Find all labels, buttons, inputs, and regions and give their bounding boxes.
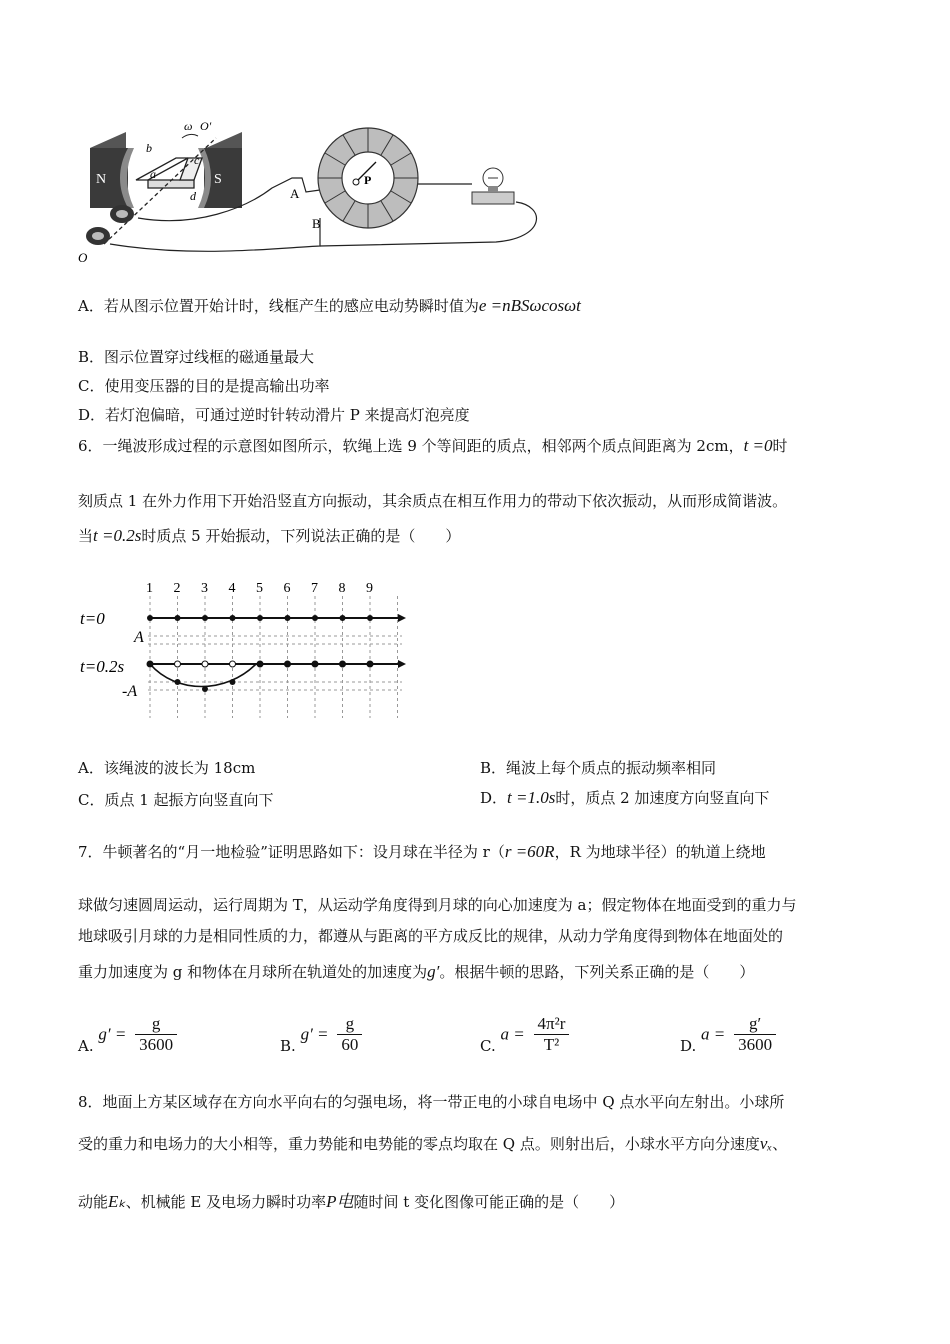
- q6-option-d: D．t =1.0s时，质点 2 加速度方向竖直向下: [480, 788, 770, 807]
- particle-dot: [175, 661, 181, 667]
- svg-text:N: N: [96, 172, 107, 187]
- particle-dot: [340, 615, 346, 621]
- particle-dot: [202, 615, 208, 621]
- q5-option-d: D．若灯泡偏暗，可通过逆时针转动滑片 P 来提高灯泡亮度: [78, 406, 470, 424]
- q6-option-a: A．该绳波的波长为 18cm: [78, 759, 256, 777]
- svg-text:b: b: [146, 141, 152, 155]
- point-label: 6: [283, 581, 291, 596]
- particle-dot: [340, 661, 346, 667]
- svg-text:O′: O′: [200, 119, 212, 133]
- particle-dot: [202, 661, 208, 667]
- lamp: [472, 168, 514, 204]
- particle-dot: [312, 661, 318, 667]
- q5-option-a: A．若从图示位置开始计时，线框产生的感应电动势瞬时值为e =nBSωcosωt: [78, 296, 581, 315]
- q7-stem-line2: 球做匀速圆周运动，运行周期为 T，从运动学角度得到月球的向心加速度为 a；假定物体在地面受到的重力与: [78, 896, 797, 914]
- q6-option-c: C．质点 1 起振方向竖直向下: [78, 791, 274, 809]
- q6-stem-line3: 当t =0.2s时质点 5 开始振动，下列说法正确的是（ ）: [78, 526, 461, 545]
- svg-text:A: A: [134, 629, 144, 646]
- svg-text:S: S: [214, 172, 222, 187]
- q7-stem-line4: 重力加速度为 g 和物体在月球所在轨道处的加速度为g′。根据牛顿的思路，下列关系正确的是（ ）: [78, 962, 755, 981]
- svg-text:A: A: [290, 186, 300, 201]
- svg-text:-A: -A: [122, 683, 138, 700]
- rope-wave-figure: [76, 576, 412, 722]
- svg-text:t=0.2s: t=0.2s: [80, 657, 125, 676]
- point-label: 3: [201, 581, 208, 596]
- particle-dot: [202, 686, 208, 692]
- q7-option-a: A. g′ = $\frac{g}{3600}$: [78, 1014, 177, 1055]
- q7-option-c: C. a = $\frac{\text{4π²r}}{\text{T²}}$: [480, 1014, 569, 1055]
- point-label: 8: [338, 581, 346, 596]
- particle-dot: [312, 615, 318, 621]
- point-label: 4: [228, 581, 236, 596]
- particle-dot: [230, 679, 236, 685]
- particle-dot: [175, 679, 181, 685]
- q7-option-b: B. g′ = $\frac{g}{60}$: [280, 1014, 362, 1055]
- point-label: 2: [173, 581, 181, 596]
- svg-text:c: c: [194, 153, 200, 167]
- particle-dot: [175, 615, 181, 621]
- q7-stem-line1: 7．牛顿著名的“月一地检验”证明思路如下：设月球在半径为 r（r =60R，R 为地球半径）的轨道上绕地: [78, 842, 766, 861]
- magnet-s: [198, 132, 242, 208]
- q8-stem-line3: 动能Eₖ、机械能 E 及电场力瞬时功率P电随时间 t 变化图像可能正确的是（ ）: [78, 1192, 625, 1211]
- particle-dot: [230, 661, 236, 667]
- q7-stem-line3: 地球吸引月球的力是相同性质的力，都遵从与距离的平方成反比的规律，从动力学角度得到物体在地面处的: [78, 927, 784, 945]
- q6-stem-line2: 刻质点 1 在外力作用下开始沿竖直方向振动，其余质点在相互作用力的带动下依次振动，从而形成简谐波。: [78, 492, 788, 510]
- q6-stem-line1: 6．一绳波形成过程的示意图如图所示，软绳上选 9 个等间距的质点，相邻两个质点间距离为 2cm，t =0时: [78, 436, 788, 455]
- q7-option-d: D. a = $\frac{g'}{3600}$: [680, 1014, 776, 1055]
- q5-option-c: C．使用变压器的目的是提高输出功率: [78, 377, 330, 395]
- svg-text:a: a: [150, 167, 156, 181]
- particle-dot: [367, 615, 373, 621]
- svg-text:d: d: [190, 189, 196, 203]
- svg-text:ω: ω: [184, 119, 193, 133]
- svg-text:B: B: [312, 216, 321, 231]
- particle-dot: [285, 615, 291, 621]
- point-label: 9: [366, 581, 373, 596]
- particle-dot: [147, 661, 153, 667]
- particle-dot: [257, 661, 263, 667]
- particle-dot: [257, 615, 263, 621]
- svg-text:P: P: [364, 173, 372, 187]
- particle-dot: [147, 615, 153, 621]
- q8-stem-line1: 8．地面上方某区域存在方向水平向右的匀强电场，将一带正电的小球自电场中 Q 点水平向左射出。小球所: [78, 1093, 785, 1111]
- particle-dot: [285, 661, 291, 667]
- q8-stem-line2: 受的重力和电场力的大小相等，重力势能和电势能的零点均取在 Q 点。则射出后，小球水平方向分速度vₓ、: [78, 1134, 788, 1153]
- svg-text:t=0: t=0: [80, 609, 105, 628]
- particle-dot: [367, 661, 373, 667]
- point-label: 1: [146, 581, 153, 596]
- toroid-transformer: [318, 128, 418, 228]
- point-label: 7: [311, 581, 318, 596]
- point-label: 5: [256, 581, 263, 596]
- generator-transformer-figure: [76, 118, 546, 268]
- svg-text:O: O: [78, 250, 88, 265]
- particle-dot: [230, 615, 236, 621]
- q6-option-b: B．绳波上每个质点的振动频率相同: [480, 759, 717, 777]
- magnet-n: [90, 132, 134, 208]
- q5-option-b: B．图示位置穿过线框的磁通量最大: [78, 348, 315, 366]
